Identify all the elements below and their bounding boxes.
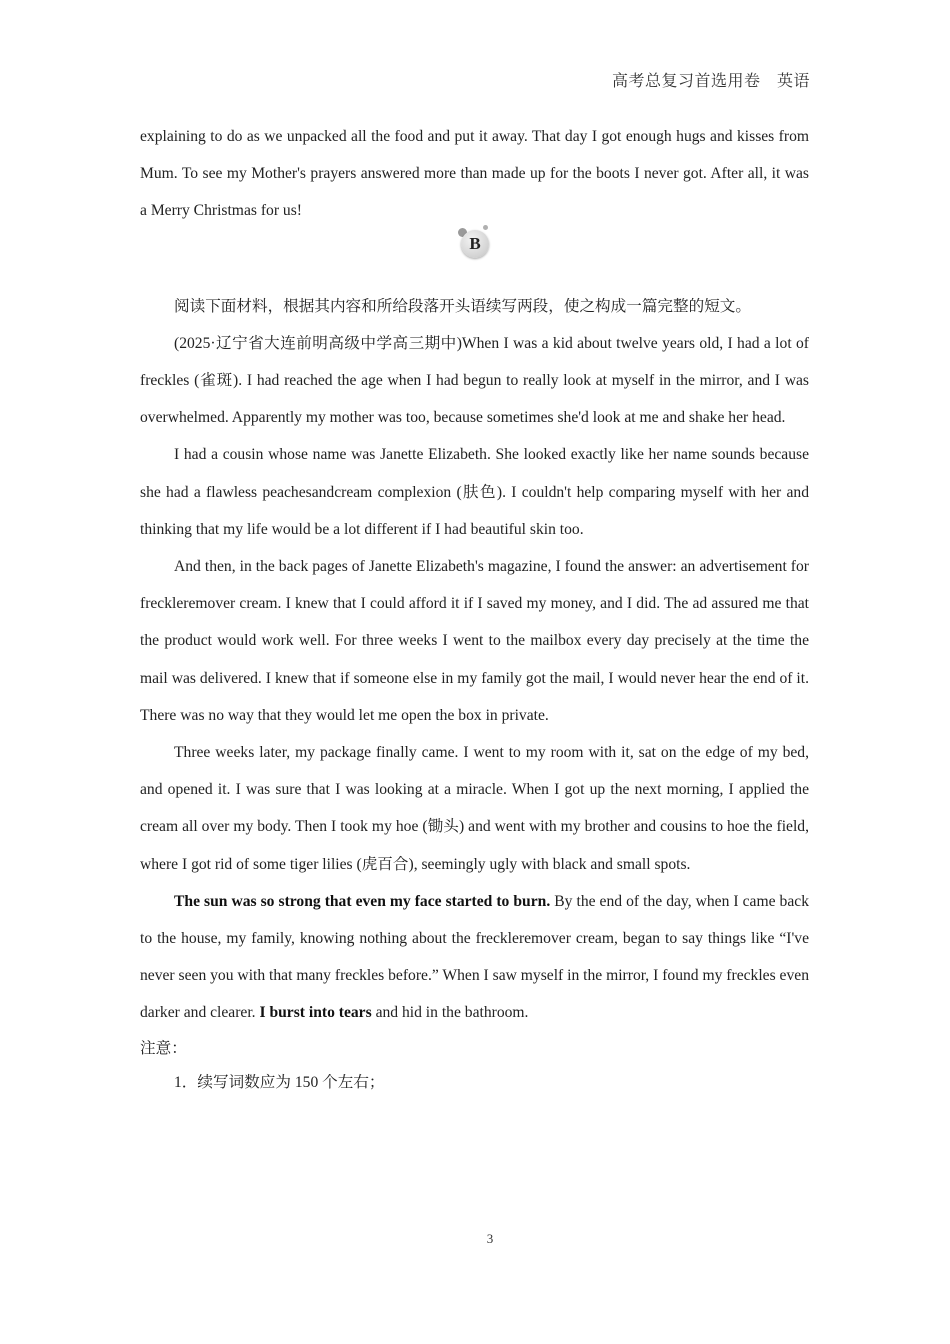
passage-paragraph-1: (2025·辽宁省大连前明高级中学高三期中)When I was a kid about twelve years old, I had a lot of freckles (雀斑). I had reached the age when I had begun to really look at myself in the mirror, and I was overwhelmed. Apparently my mother was too, because sometimes she'd look at me and shake her head. — [140, 334, 809, 427]
badge-decoration-dot-small — [483, 225, 488, 230]
notes-title: 注意： — [140, 1039, 187, 1057]
bold-opening-sentence: The sun was so strong that even my face started to burn. — [174, 892, 551, 910]
document-body — [140, 118, 809, 1100]
bold-phrase-burst-into-tears: I burst into tears — [259, 1004, 372, 1022]
continuation-paragraph: explaining to do as we unpacked all the food and put it away. That day I got enough hugs and kisses from Mum. To see my Mother's prayers answered more than made up for the boots I never got. After all, it was a Merry Christmas for us! — [140, 128, 809, 220]
section-badge-area — [140, 230, 809, 288]
passage-paragraph-4: Three weeks later, my package finally came. I went to my room with it, sat on the edge of my bed, and opened it. I was sure that I was looking at a miracle. When I got up the next morning, I applied the cream all over my body. Then I took my hoe (锄头) and went with my brother and cousins to hoe the field, where I got rid of some tiger lilies (虎百合), seemingly ugly with black and small spots. — [140, 744, 809, 873]
page-header: 高考总复习首选用卷 英语 — [611, 73, 810, 90]
paragraph-5-text-b: and hid in the bathroom. — [371, 1004, 529, 1022]
section-b-badge: B — [461, 230, 489, 258]
passage-paragraph-3: And then, in the back pages of Janette Elizabeth's magazine, I found the answer: an advertisement for freckleremover cream. I knew that I could afford it if I saved my money, and I did. The ad assured me that the product would work well. For three weeks I went to the mailbox every day precisely at the time the mail was delivered. I knew that if someone else in my family got the mail, I would never hear the end of it. There was no way that they would let me open the box in private. — [140, 558, 809, 724]
instruction-text: 阅读下面材料，根据其内容和所给段落开头语续写两段，使之构成一篇完整的短文。 — [174, 297, 751, 315]
notes-item-1: 1．续写词数应为 150 个左右； — [174, 1073, 385, 1091]
passage-paragraph-2: I had a cousin whose name was Janette Elizabeth. She looked exactly like her name sounds because she had a flawless peachesandcream complexion (肤色). I couldn't help comparing myself with her and thinking that my life would be a lot different if I had beautiful skin too. — [140, 446, 809, 538]
paragraph-5-text-a: By the end of the day, when I came back to the house, my family, knowing nothing about the freckleremover cream, began to say things like “I've never seen you with that many freckles before.” When I saw myself in the mirror, I found my freckles even darker and clearer. — [140, 892, 809, 1022]
page-number: 3 — [486, 1231, 494, 1246]
passage-paragraph-5 — [140, 883, 809, 1032]
